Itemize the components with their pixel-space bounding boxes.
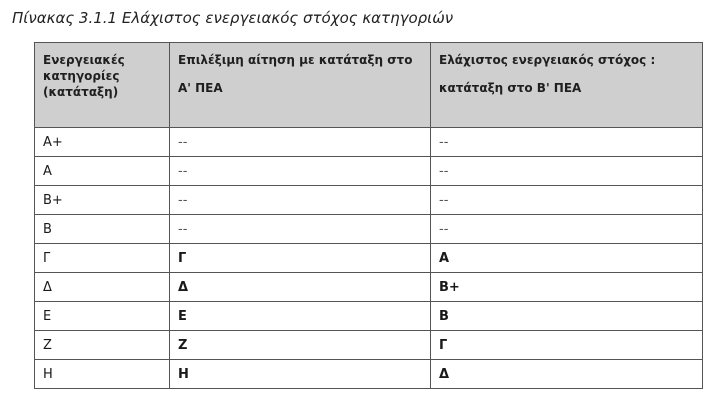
energy-category-table bbox=[34, 42, 703, 389]
header-eligible-line1: Επιλέξιμη αίτηση με κατάταξη στο bbox=[178, 53, 413, 67]
header-energy-categories bbox=[35, 43, 170, 128]
cell-eligible: -- bbox=[170, 128, 431, 157]
cell-target: Β+ bbox=[431, 273, 703, 302]
cell-eligible: Ζ bbox=[170, 331, 431, 360]
table-row bbox=[35, 215, 703, 244]
table-row bbox=[35, 331, 703, 360]
cell-target: Α bbox=[431, 244, 703, 273]
cell-target: Β bbox=[431, 302, 703, 331]
cell-eligible: Δ bbox=[170, 273, 431, 302]
cell-target: Δ bbox=[431, 360, 703, 389]
cell-category: Ε bbox=[35, 302, 170, 331]
cell-target: Γ bbox=[431, 331, 703, 360]
cell-category: Α+ bbox=[35, 128, 170, 157]
cell-category: Δ bbox=[35, 273, 170, 302]
cell-category: Γ bbox=[35, 244, 170, 273]
cell-target: -- bbox=[431, 157, 703, 186]
cell-category: Η bbox=[35, 360, 170, 389]
table-row bbox=[35, 186, 703, 215]
cell-eligible: -- bbox=[170, 215, 431, 244]
header-target-line1: Ελάχιστος ενεργειακός στόχος : bbox=[439, 53, 656, 67]
cell-eligible: Γ bbox=[170, 244, 431, 273]
header-energy-categories-label: Ενεργειακές κατηγορίες (κατάταξη) bbox=[43, 53, 125, 99]
table-row bbox=[35, 360, 703, 389]
table-row bbox=[35, 302, 703, 331]
table-row bbox=[35, 157, 703, 186]
cell-eligible: -- bbox=[170, 157, 431, 186]
cell-target: -- bbox=[431, 128, 703, 157]
cell-category: Β+ bbox=[35, 186, 170, 215]
table-row bbox=[35, 128, 703, 157]
cell-category: Β bbox=[35, 215, 170, 244]
header-minimum-target bbox=[431, 43, 703, 128]
header-eligible-line2: Α' ΠΕΑ bbox=[178, 81, 223, 95]
cell-target: -- bbox=[431, 186, 703, 215]
table-row bbox=[35, 273, 703, 302]
header-eligible-application bbox=[170, 43, 431, 128]
cell-target: -- bbox=[431, 215, 703, 244]
cell-eligible: Ε bbox=[170, 302, 431, 331]
cell-category: Ζ bbox=[35, 331, 170, 360]
cell-eligible: Η bbox=[170, 360, 431, 389]
cell-eligible: -- bbox=[170, 186, 431, 215]
table-caption: Πίνακας 3.1.1 Ελάχιστος ενεργειακός στόχος κατηγοριών bbox=[12, 9, 454, 27]
table-row bbox=[35, 244, 703, 273]
cell-category: Α bbox=[35, 157, 170, 186]
table-header-row bbox=[35, 43, 703, 128]
header-target-line2: κατάταξη στο Β' ΠΕΑ bbox=[439, 81, 582, 95]
